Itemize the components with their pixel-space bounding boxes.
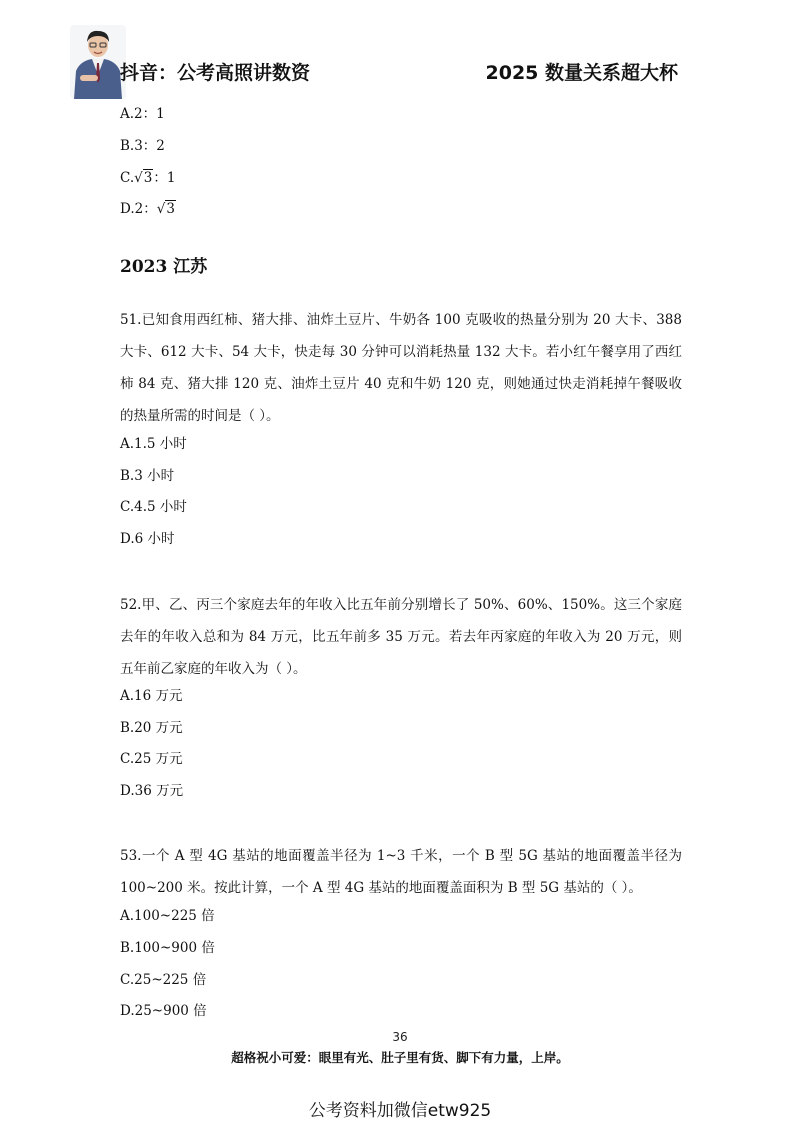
q52-option-a: A.16 万元 [120,688,183,704]
option-d-prefix: D.2： [120,201,157,217]
question-51: 51.已知食用西红柿、猪大排、油炸土豆片、牛奶各 100 克吸收的热量分别为 20 大卡、388 大卡、612 大卡、54 大卡，快走每 30 分钟可以消耗热量 132 大卡。若小红午餐享用了西红柿 84 克、猪大排 120 克、油炸土豆片 40 克和牛奶 120 克，则她通过快走消耗掉午餐吸收的热量所需的时间是（ ）。 [120,312,682,424]
presenter-avatar [70,25,126,99]
q52-option-b: B.20 万元 [120,720,183,736]
option-c-radicand: 3 [143,170,153,186]
option-d [120,199,176,219]
q52-option-d: D.36 万元 [120,783,184,799]
q51-option-b: B.3 小时 [120,468,175,484]
q52-option-c: C.25 万元 [120,751,183,767]
question-53: 53.一个 A 型 4G 基站的地面覆盖半径为 1~3 千米，一个 B 型 5G 基站的地面覆盖半径为 100~200 米。按此计算，一个 A 型 4G 基站的地面覆盖面积为 B 型 5G 基站的（ ）。 [120,848,682,896]
question-52: 52.甲、乙、丙三个家庭去年的年收入比五年前分别增长了 50%、60%、150%。这三个家庭去年的年收入总和为 84 万元，比五年前多 35 万元。若去年丙家庭的年收入为 20 万元，则五年前乙家庭的年收入为（ ）。 [120,597,682,677]
option-d-radicand: 3 [166,201,175,217]
option-a: A.2：1 [120,106,165,122]
q53-option-c: C.25~225 倍 [120,972,207,988]
header-channel: 抖音：公考高照讲数资 [120,62,311,84]
option-c-suffix: ：1 [153,170,176,186]
sqrt-symbol: √3 [156,201,175,217]
section-title: 2023 江苏 [120,257,208,277]
q53-option-a: A.100~225 倍 [120,908,215,924]
q51-option-a: A.1.5 小时 [120,436,187,452]
sqrt-symbol: √3 [134,170,153,186]
q53-option-d: D.25~900 倍 [120,1003,207,1019]
option-b: B.3：2 [120,138,165,154]
option-c-prefix: C. [120,170,135,186]
header-course-title: 2025 数量关系超大杯 [485,62,678,84]
q51-option-c: C.4.5 小时 [120,499,187,515]
page-number: 36 [392,1030,408,1044]
q53-option-b: B.100~900 倍 [120,940,215,956]
footer-motto: 超格祝小可爱：眼里有光、肚子里有货、脚下有力量，上岸。 [231,1050,569,1065]
footer-contact: 公考资料加微信etw925 [308,1101,492,1121]
q51-option-d: D.6 小时 [120,531,175,547]
option-c [120,168,175,188]
